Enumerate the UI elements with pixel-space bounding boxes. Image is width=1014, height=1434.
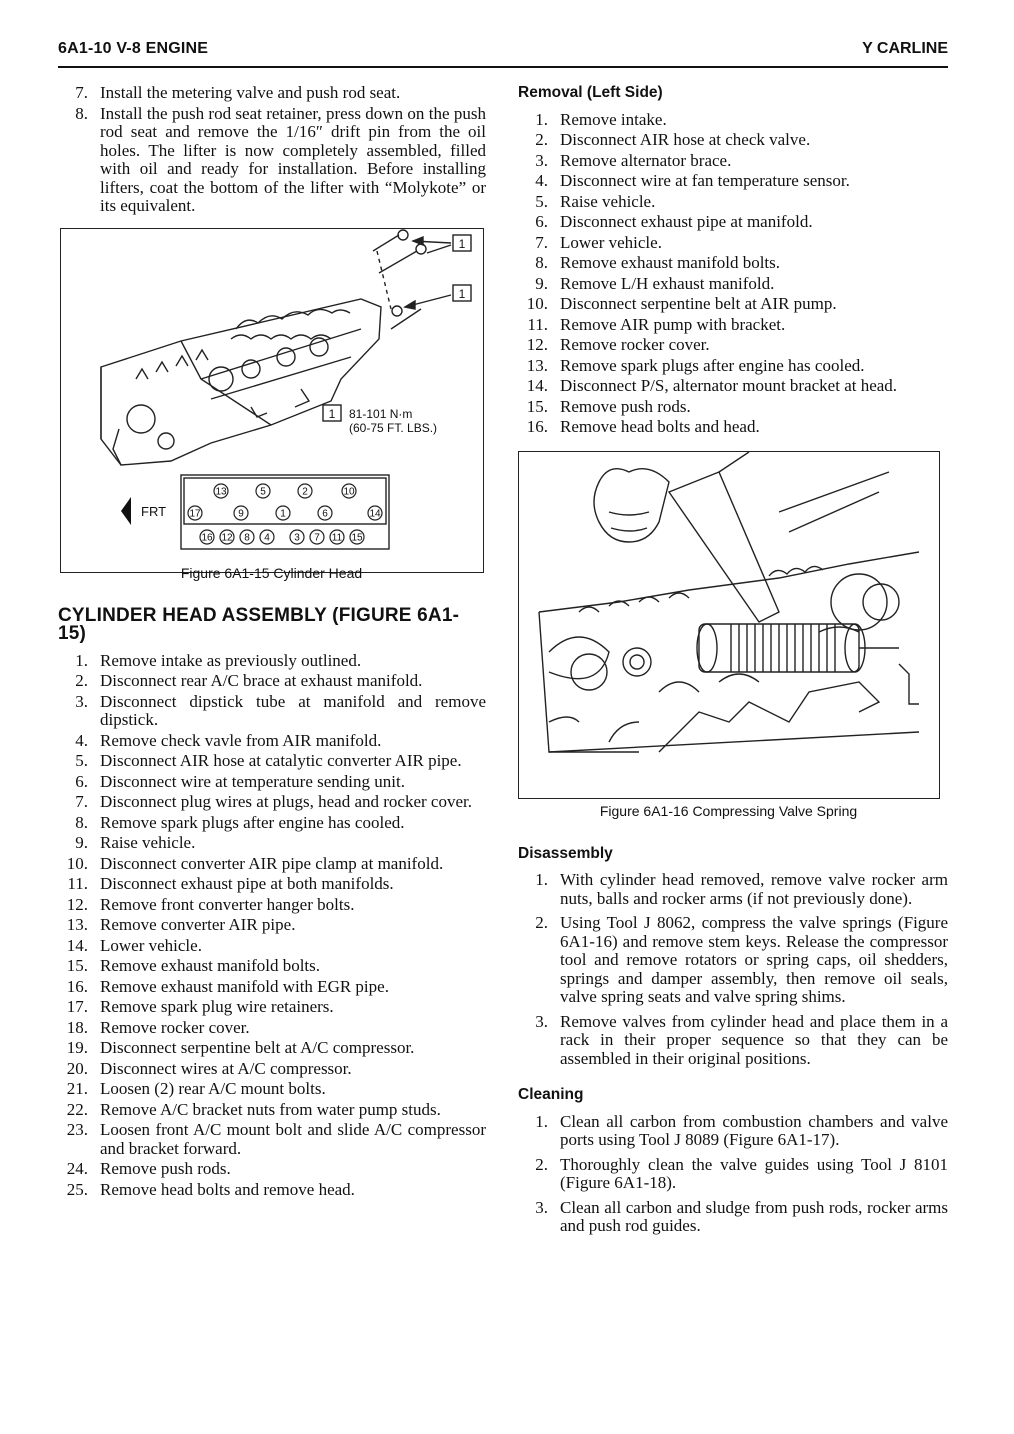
list-item: 24. Remove push rods. bbox=[66, 1159, 231, 1178]
callout-number: 1 bbox=[458, 286, 466, 301]
list-item: 9. Remove L/H exhaust manifold. bbox=[535, 273, 775, 293]
list-item: 5. Raise vehicle. bbox=[535, 191, 656, 211]
disassembly-step-list bbox=[518, 871, 948, 1068]
cleaning-step-list bbox=[518, 1113, 948, 1236]
right-column bbox=[518, 84, 948, 1242]
bolt-sequence-number: 14 bbox=[369, 508, 381, 519]
list-item: 12. Remove rocker cover. bbox=[526, 335, 710, 354]
list-item: 15. Remove push rods. bbox=[526, 396, 691, 416]
list-item: 1. Remove intake. bbox=[535, 109, 667, 129]
list-item: 23. Loosen front A/C mount bolt and slide A/C compressor and bracket forward. bbox=[66, 1120, 486, 1158]
bolt-sequence-number: 13 bbox=[215, 486, 227, 497]
list-item: 21. Loosen (2) rear A/C mount bolts. bbox=[66, 1079, 326, 1098]
list-item: 8. Remove exhaust manifold bolts. bbox=[535, 253, 781, 272]
list-item: 6. Disconnect wire at temperature sending unit. bbox=[75, 771, 405, 791]
list-item: 15. Remove exhaust manifold bolts. bbox=[66, 956, 321, 975]
torque-spec-nm: 81-101 N·m bbox=[349, 406, 413, 421]
bolt-sequence-number: 8 bbox=[244, 532, 250, 543]
list-item: 22. Remove A/C bracket nuts from water pump studs. bbox=[66, 1099, 441, 1119]
list-item: 8. Install the push rod seat retainer, press down on the push rod seat and remove the 1/16″ drift pin from the oil holes. The lifter is now completely assembled, filled with oil and ready for installation. Before installing lifters, coat the bottom of the lifter with “Molykote” or its equivalent. bbox=[75, 103, 486, 215]
bolt-sequence-number: 17 bbox=[189, 508, 201, 519]
list-item: 7. Disconnect plug wires at plugs, head and rocker cover. bbox=[75, 792, 472, 811]
list-item: 7. Install the metering valve and push rod seat. bbox=[75, 83, 401, 102]
removal-step-list bbox=[518, 111, 948, 437]
bolt-sequence-number: 4 bbox=[264, 532, 270, 543]
bolt-sequence-number: 12 bbox=[221, 532, 233, 543]
bolt-sequence-number: 9 bbox=[238, 508, 244, 519]
list-item: 2. Using Tool J 8062, compress the valve springs (Figure 6A1-16) and remove stem keys. Release the compressor tool and remove rotators or spring caps, oil shedders, springs and damper assembly, then remove oil seals, valve spring seats and valve spring shims. bbox=[535, 913, 948, 1006]
list-item: 3. Clean all carbon and sludge from push rods, rocker arms and push rod guides. bbox=[535, 1197, 948, 1235]
list-item: 1. With cylinder head removed, remove valve rocker arm nuts, balls and rocker arms (if not previously done). bbox=[535, 870, 948, 908]
front-label: FRT bbox=[141, 503, 167, 519]
list-item: 16. Remove head bolts and head. bbox=[526, 417, 760, 436]
figure-valve-spring bbox=[518, 451, 940, 819]
bolt-sequence-number: 15 bbox=[351, 532, 363, 543]
cylinder-head-step-list bbox=[58, 652, 486, 1200]
left-column bbox=[58, 84, 486, 1201]
list-item: 13. Remove converter AIR pipe. bbox=[66, 915, 296, 934]
valve-spring-illustration bbox=[519, 452, 938, 797]
list-item: 1. Remove intake as previously outlined. bbox=[75, 650, 362, 670]
list-item: 19. Disconnect serpentine belt at A/C compressor. bbox=[66, 1038, 415, 1057]
list-item: 9. Raise vehicle. bbox=[75, 833, 196, 852]
list-item: 6. Disconnect exhaust pipe at manifold. bbox=[535, 212, 813, 231]
figure-caption: Figure 6A1-16 Compressing Valve Spring bbox=[599, 802, 858, 819]
list-item: 12. Remove front converter hanger bolts. bbox=[66, 894, 355, 914]
list-item: 3. Disconnect dipstick tube at manifold and remove dipstick. bbox=[75, 691, 486, 729]
callout-number: 1 bbox=[458, 236, 466, 251]
page-header bbox=[58, 38, 948, 68]
list-item: 17. Remove spark plug wire retainers. bbox=[66, 997, 334, 1016]
bolt-sequence-number: 7 bbox=[314, 532, 320, 543]
header-carline: Y CARLINE bbox=[862, 40, 948, 57]
callout-number: 1 bbox=[328, 406, 336, 421]
subsection-title: Removal (Left Side) bbox=[518, 84, 663, 101]
list-item: 16. Remove exhaust manifold with EGR pipe. bbox=[66, 976, 389, 996]
list-item: 3. Remove valves from cylinder head and place them in a rack in their proper sequence so that they can be assembled in their original positions. bbox=[535, 1011, 948, 1068]
bolt-sequence-number: 3 bbox=[294, 532, 300, 543]
list-item: 14. Lower vehicle. bbox=[66, 935, 202, 955]
list-item: 25. Remove head bolts and remove head. bbox=[66, 1179, 355, 1199]
list-item: 2. Disconnect AIR hose at check valve. bbox=[535, 130, 811, 149]
list-item: 4. Disconnect wire at fan temperature sensor. bbox=[535, 171, 850, 190]
bolt-sequence-number: 1 bbox=[280, 508, 286, 519]
intro-step-list bbox=[58, 84, 486, 216]
list-item: 4. Remove check vavle from AIR manifold. bbox=[75, 730, 382, 750]
list-item: 18. Remove rocker cover. bbox=[66, 1017, 250, 1037]
list-item: 20. Disconnect wires at A/C compressor. bbox=[66, 1058, 352, 1078]
front-arrow-icon bbox=[121, 497, 131, 525]
list-item: 2. Thoroughly clean the valve guides using Tool J 8101 (Figure 6A1-18). bbox=[535, 1154, 948, 1192]
list-item: 11. Disconnect exhaust pipe at both manifolds. bbox=[67, 874, 394, 893]
cylinder-head-illustration bbox=[61, 229, 482, 571]
list-item: 1. Clean all carbon from combustion chambers and valve ports using Tool J 8089 (Figure 6A1-17). bbox=[535, 1111, 948, 1149]
list-item: 11. Remove AIR pump with bracket. bbox=[527, 314, 786, 334]
bolt-sequence-number: 16 bbox=[201, 532, 213, 543]
torque-spec-ftlbs: (60-75 FT. LBS.) bbox=[349, 420, 438, 435]
figure-cylinder-head bbox=[60, 228, 484, 581]
list-item: 5. Disconnect AIR hose at catalytic converter AIR pipe. bbox=[75, 751, 462, 770]
subsection-title: Cleaning bbox=[518, 1086, 584, 1103]
list-item: 3. Remove alternator brace. bbox=[535, 150, 732, 170]
list-item: 2. Disconnect rear A/C brace at exhaust manifold. bbox=[75, 671, 423, 690]
list-item: 10. Disconnect converter AIR pipe clamp at manifold. bbox=[66, 853, 444, 873]
bolt-sequence-number: 11 bbox=[331, 532, 343, 543]
bolt-sequence-number: 5 bbox=[260, 486, 266, 497]
header-section-title: 6A1-10 V-8 ENGINE bbox=[58, 40, 209, 57]
list-item: 7. Lower vehicle. bbox=[535, 232, 662, 252]
section-title: CYLINDER HEAD ASSEMBLY (FIGURE 6A1-15) bbox=[58, 604, 460, 644]
bolt-sequence-number: 2 bbox=[302, 486, 308, 497]
bolt-sequence-number: 6 bbox=[322, 508, 328, 519]
list-item: 14. Disconnect P/S, alternator mount bracket at head. bbox=[526, 376, 898, 395]
figure-caption: Figure 6A1-15 Cylinder Head bbox=[180, 564, 363, 581]
list-item: 10. Disconnect serpentine belt at AIR pump. bbox=[526, 294, 837, 313]
bolt-sequence-number: 10 bbox=[343, 486, 355, 497]
subsection-title: Disassembly bbox=[518, 844, 613, 862]
list-item: 13. Remove spark plugs after engine has cooled. bbox=[526, 355, 865, 375]
list-item: 8. Remove spark plugs after engine has cooled. bbox=[75, 812, 405, 832]
